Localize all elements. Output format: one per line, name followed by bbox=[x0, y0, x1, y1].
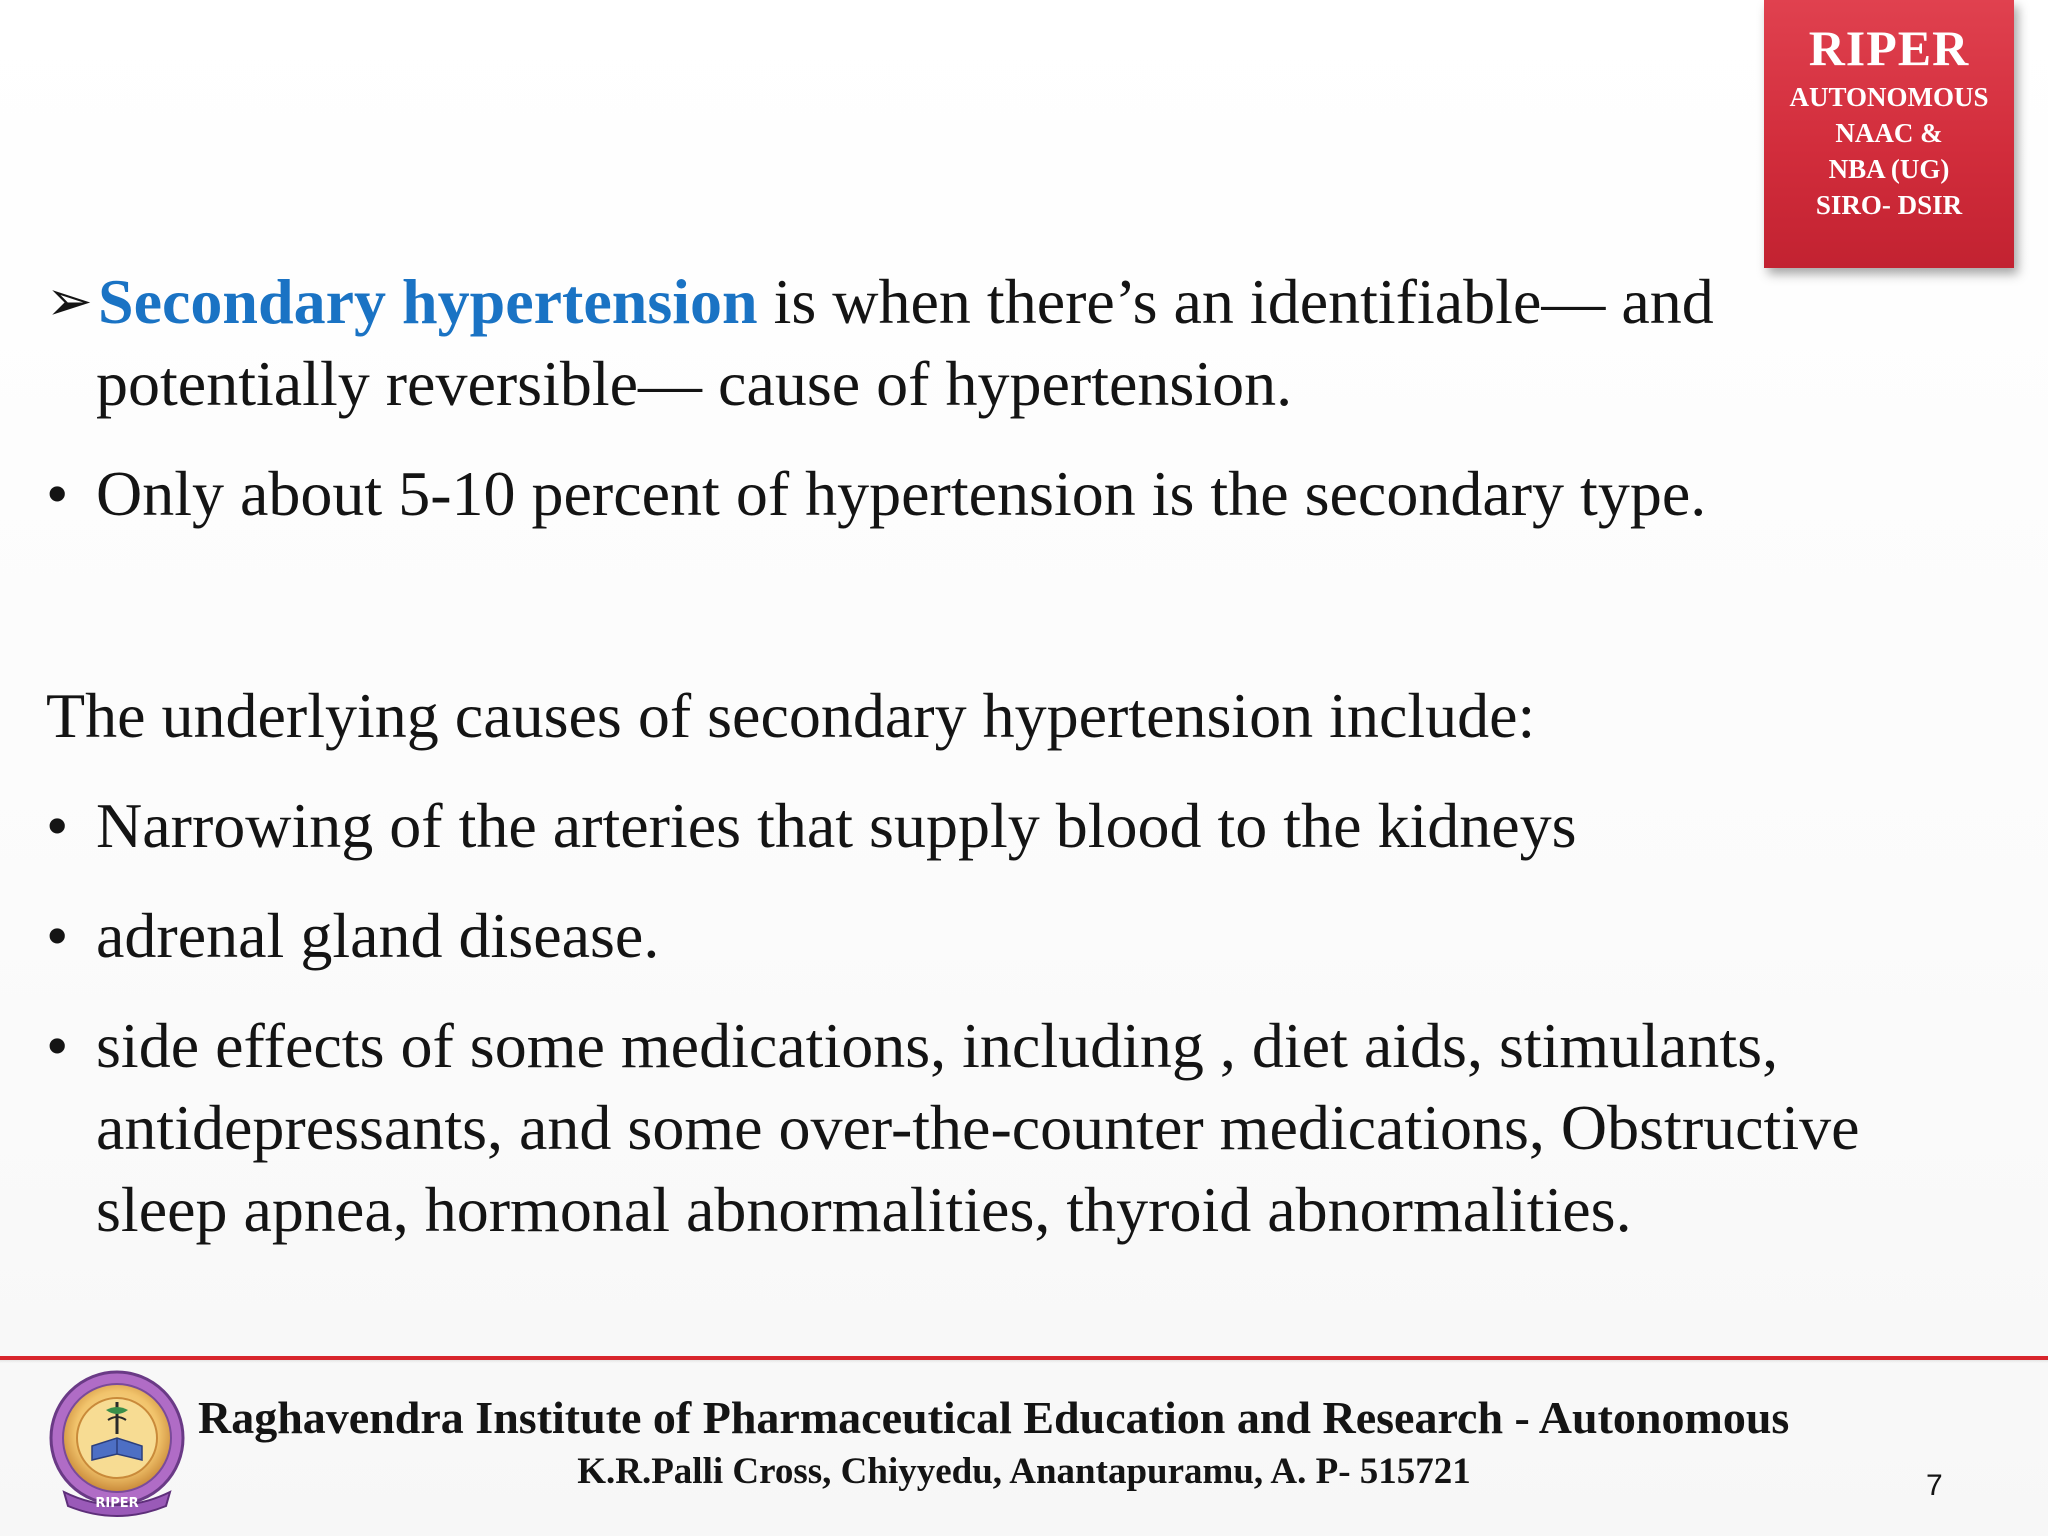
logo-banner-text: RIPER bbox=[95, 1496, 139, 1511]
badge-line-siro: SIRO- DSIR bbox=[1815, 190, 1963, 220]
lead-line-2: potentially reversible— cause of hypertension. bbox=[96, 348, 1293, 419]
arrow-bullet-icon: ➢ bbox=[46, 269, 93, 334]
badge-title: RIPER bbox=[1808, 20, 1970, 76]
cause-side-effects-line-3: sleep apnea, hormonal abnormalities, thyroid abnormalities. bbox=[96, 1174, 1632, 1245]
page-number: 7 bbox=[1926, 1469, 1943, 1502]
lead-line-1-rest: is when there’s an identifiable— and bbox=[757, 266, 1714, 337]
institute-logo-icon bbox=[40, 1368, 194, 1522]
institute-name: Raghavendra Institute of Pharmaceutical Education and Research - Autonomous bbox=[198, 1392, 1790, 1443]
cause-adrenal: adrenal gland disease. bbox=[96, 900, 660, 971]
badge-line-naac: NAAC & bbox=[1835, 118, 1943, 148]
bullet-icon: • bbox=[46, 1010, 69, 1081]
lead-line-1 bbox=[98, 262, 1714, 342]
bullet-icon: • bbox=[46, 900, 69, 971]
bullet-icon: • bbox=[46, 458, 69, 529]
badge-line-autonomous: AUTONOMOUS bbox=[1789, 82, 1989, 112]
causes-heading: The underlying causes of secondary hypertension include: bbox=[46, 680, 1536, 751]
badge-line-nba: NBA (UG) bbox=[1828, 154, 1950, 184]
secondary-hypertension-term: Secondary hypertension bbox=[98, 266, 758, 337]
percentage-bullet: Only about 5-10 percent of hypertension is the secondary type. bbox=[96, 458, 1707, 529]
cause-side-effects-line-1: side effects of some medications, including , diet aids, stimulants, bbox=[96, 1010, 1779, 1081]
institute-address: K.R.Palli Cross, Chiyyedu, Anantapuramu, A. P- 515721 bbox=[577, 1451, 1471, 1492]
cause-arteries: Narrowing of the arteries that supply blood to the kidneys bbox=[96, 790, 1577, 861]
bullet-icon: • bbox=[46, 790, 69, 861]
cause-side-effects-line-2: antidepressants, and some over-the-counter medications, Obstructive bbox=[96, 1092, 1860, 1163]
footer-divider-shadow bbox=[0, 1360, 2048, 1363]
